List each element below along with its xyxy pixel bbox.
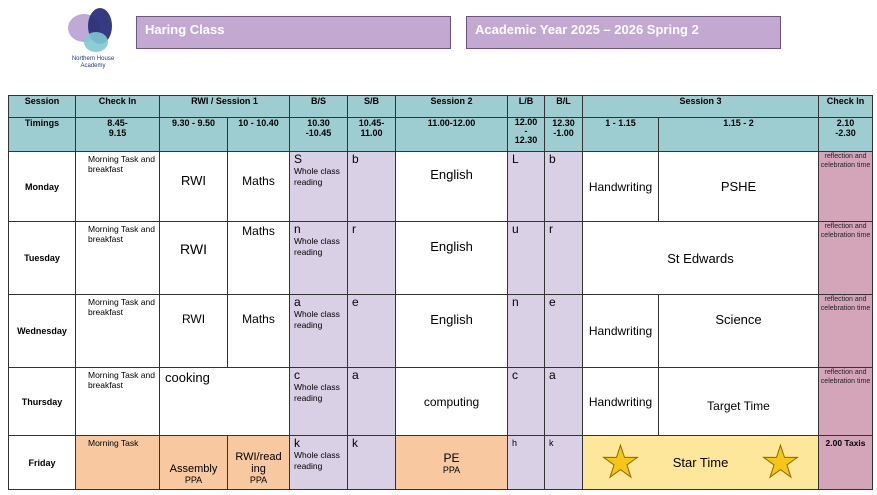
tuesday-lb: u (508, 222, 545, 295)
tuesday-st-edwards: St Edwards (583, 222, 819, 295)
thursday-reflection: reflection and celebration time (819, 368, 873, 436)
star-icon: ★ (760, 437, 801, 487)
wednesday-handwriting: Handwriting (583, 295, 659, 368)
timing-session1: 10 - 10.40 (228, 118, 290, 152)
thursday-checkin: Morning Task and breakfast (76, 368, 160, 436)
timings-label: Timings (9, 118, 76, 152)
friday-star-time: ★ Star Time ★ (583, 436, 819, 490)
tuesday-session2: English (396, 222, 508, 295)
monday-sb: b (348, 152, 396, 222)
wednesday-science: Science (659, 295, 819, 368)
wednesday-bl: e (545, 295, 583, 368)
thursday-lb: c (508, 368, 545, 436)
monday-rwi: RWI (160, 152, 228, 222)
thursday-sb: a (348, 368, 396, 436)
thursday-handwriting: Handwriting (583, 368, 659, 436)
friday-checkin: Morning Task (76, 436, 160, 490)
timing-sb: 10.45- 11.00 (348, 118, 396, 152)
header-bl: B/L (545, 96, 583, 118)
thursday-cooking: cooking (160, 368, 290, 436)
day-tuesday: Tuesday (9, 222, 76, 295)
row-friday (9, 436, 873, 490)
timings-row (9, 118, 873, 152)
wednesday-reflection: reflection and celebration time (819, 295, 873, 368)
wednesday-bs: a Whole class reading (290, 295, 348, 368)
timing-checkin-2: 2.10 -2.30 (819, 118, 873, 152)
row-monday (9, 152, 873, 222)
friday-assembly: Assembly PPA (160, 436, 228, 490)
timing-session3a: 1 - 1.15 (583, 118, 659, 152)
wednesday-session1: Maths (228, 295, 290, 368)
row-tuesday (9, 222, 873, 295)
timing-rwi: 9.30 - 9.50 (160, 118, 228, 152)
header-session2: Session 2 (396, 96, 508, 118)
thursday-session2: computing (396, 368, 508, 436)
monday-handwriting: Handwriting (583, 152, 659, 222)
day-friday: Friday (9, 436, 76, 490)
wednesday-rwi: RWI (160, 295, 228, 368)
header-sb: S/B (348, 96, 396, 118)
friday-pe: PE PPA (396, 436, 508, 490)
tuesday-bs: n Whole class reading (290, 222, 348, 295)
session-header-row (9, 96, 873, 118)
monday-lb: L (508, 152, 545, 222)
thursday-target-time: Target Time (659, 368, 819, 436)
friday-bs: k Whole class reading (290, 436, 348, 490)
row-thursday (9, 368, 873, 436)
header-session: Session (9, 96, 76, 118)
day-thursday: Thursday (9, 368, 76, 436)
friday-rwi-reading: RWI/read ing PPA (228, 436, 290, 490)
year-title: Academic Year 2025 – 2026 Spring 2 (466, 16, 781, 49)
timing-bs: 10.30 -10.45 (290, 118, 348, 152)
tuesday-bl: r (545, 222, 583, 295)
row-wednesday (9, 295, 873, 368)
timing-checkin: 8.45- 9.15 (76, 118, 160, 152)
thursday-bs: c Whole class reading (290, 368, 348, 436)
header-checkin-2: Check In (819, 96, 873, 118)
friday-taxis: 2.00 Taxis (819, 436, 873, 490)
wednesday-session2: English (396, 295, 508, 368)
timing-lb: 12.00 - 12.30 (508, 118, 545, 152)
header-session3: Session 3 (583, 96, 819, 118)
friday-sb: k (348, 436, 396, 490)
day-wednesday: Wednesday (9, 295, 76, 368)
star-icon: ★ (600, 437, 641, 487)
wednesday-sb: e (348, 295, 396, 368)
monday-session2: English (396, 152, 508, 222)
monday-checkin: Morning Task and breakfast (76, 152, 160, 222)
tuesday-rwi: RWI (160, 222, 228, 295)
class-title: Haring Class (136, 16, 451, 49)
wednesday-lb: n (508, 295, 545, 368)
header-bs: B/S (290, 96, 348, 118)
logo-text: Northern House Academy (71, 56, 115, 69)
tuesday-reflection: reflection and celebration time (819, 222, 873, 295)
header-checkin: Check In (76, 96, 160, 118)
monday-bl: b (545, 152, 583, 222)
monday-pshe: PSHE (659, 152, 819, 222)
tuesday-sb: r (348, 222, 396, 295)
wednesday-checkin: Morning Task and breakfast (76, 295, 160, 368)
timing-session2: 11.00-12.00 (396, 118, 508, 152)
header-lb: L/B (508, 96, 545, 118)
tuesday-session1: Maths (228, 222, 290, 295)
timing-bl: 12.30 -1.00 (545, 118, 583, 152)
timing-session3b: 1.15 - 2 (659, 118, 819, 152)
monday-session1: Maths (228, 152, 290, 222)
header-rwi-session1: RWI / Session 1 (160, 96, 290, 118)
monday-bs: S Whole class reading (290, 152, 348, 222)
thursday-bl: a (545, 368, 583, 436)
friday-lb: h (508, 436, 545, 490)
timetable (8, 95, 873, 490)
monday-reflection: reflection and celebration time (819, 152, 873, 222)
friday-bl: k (545, 436, 583, 490)
tuesday-checkin: Morning Task and breakfast (76, 222, 160, 295)
day-monday: Monday (9, 152, 76, 222)
